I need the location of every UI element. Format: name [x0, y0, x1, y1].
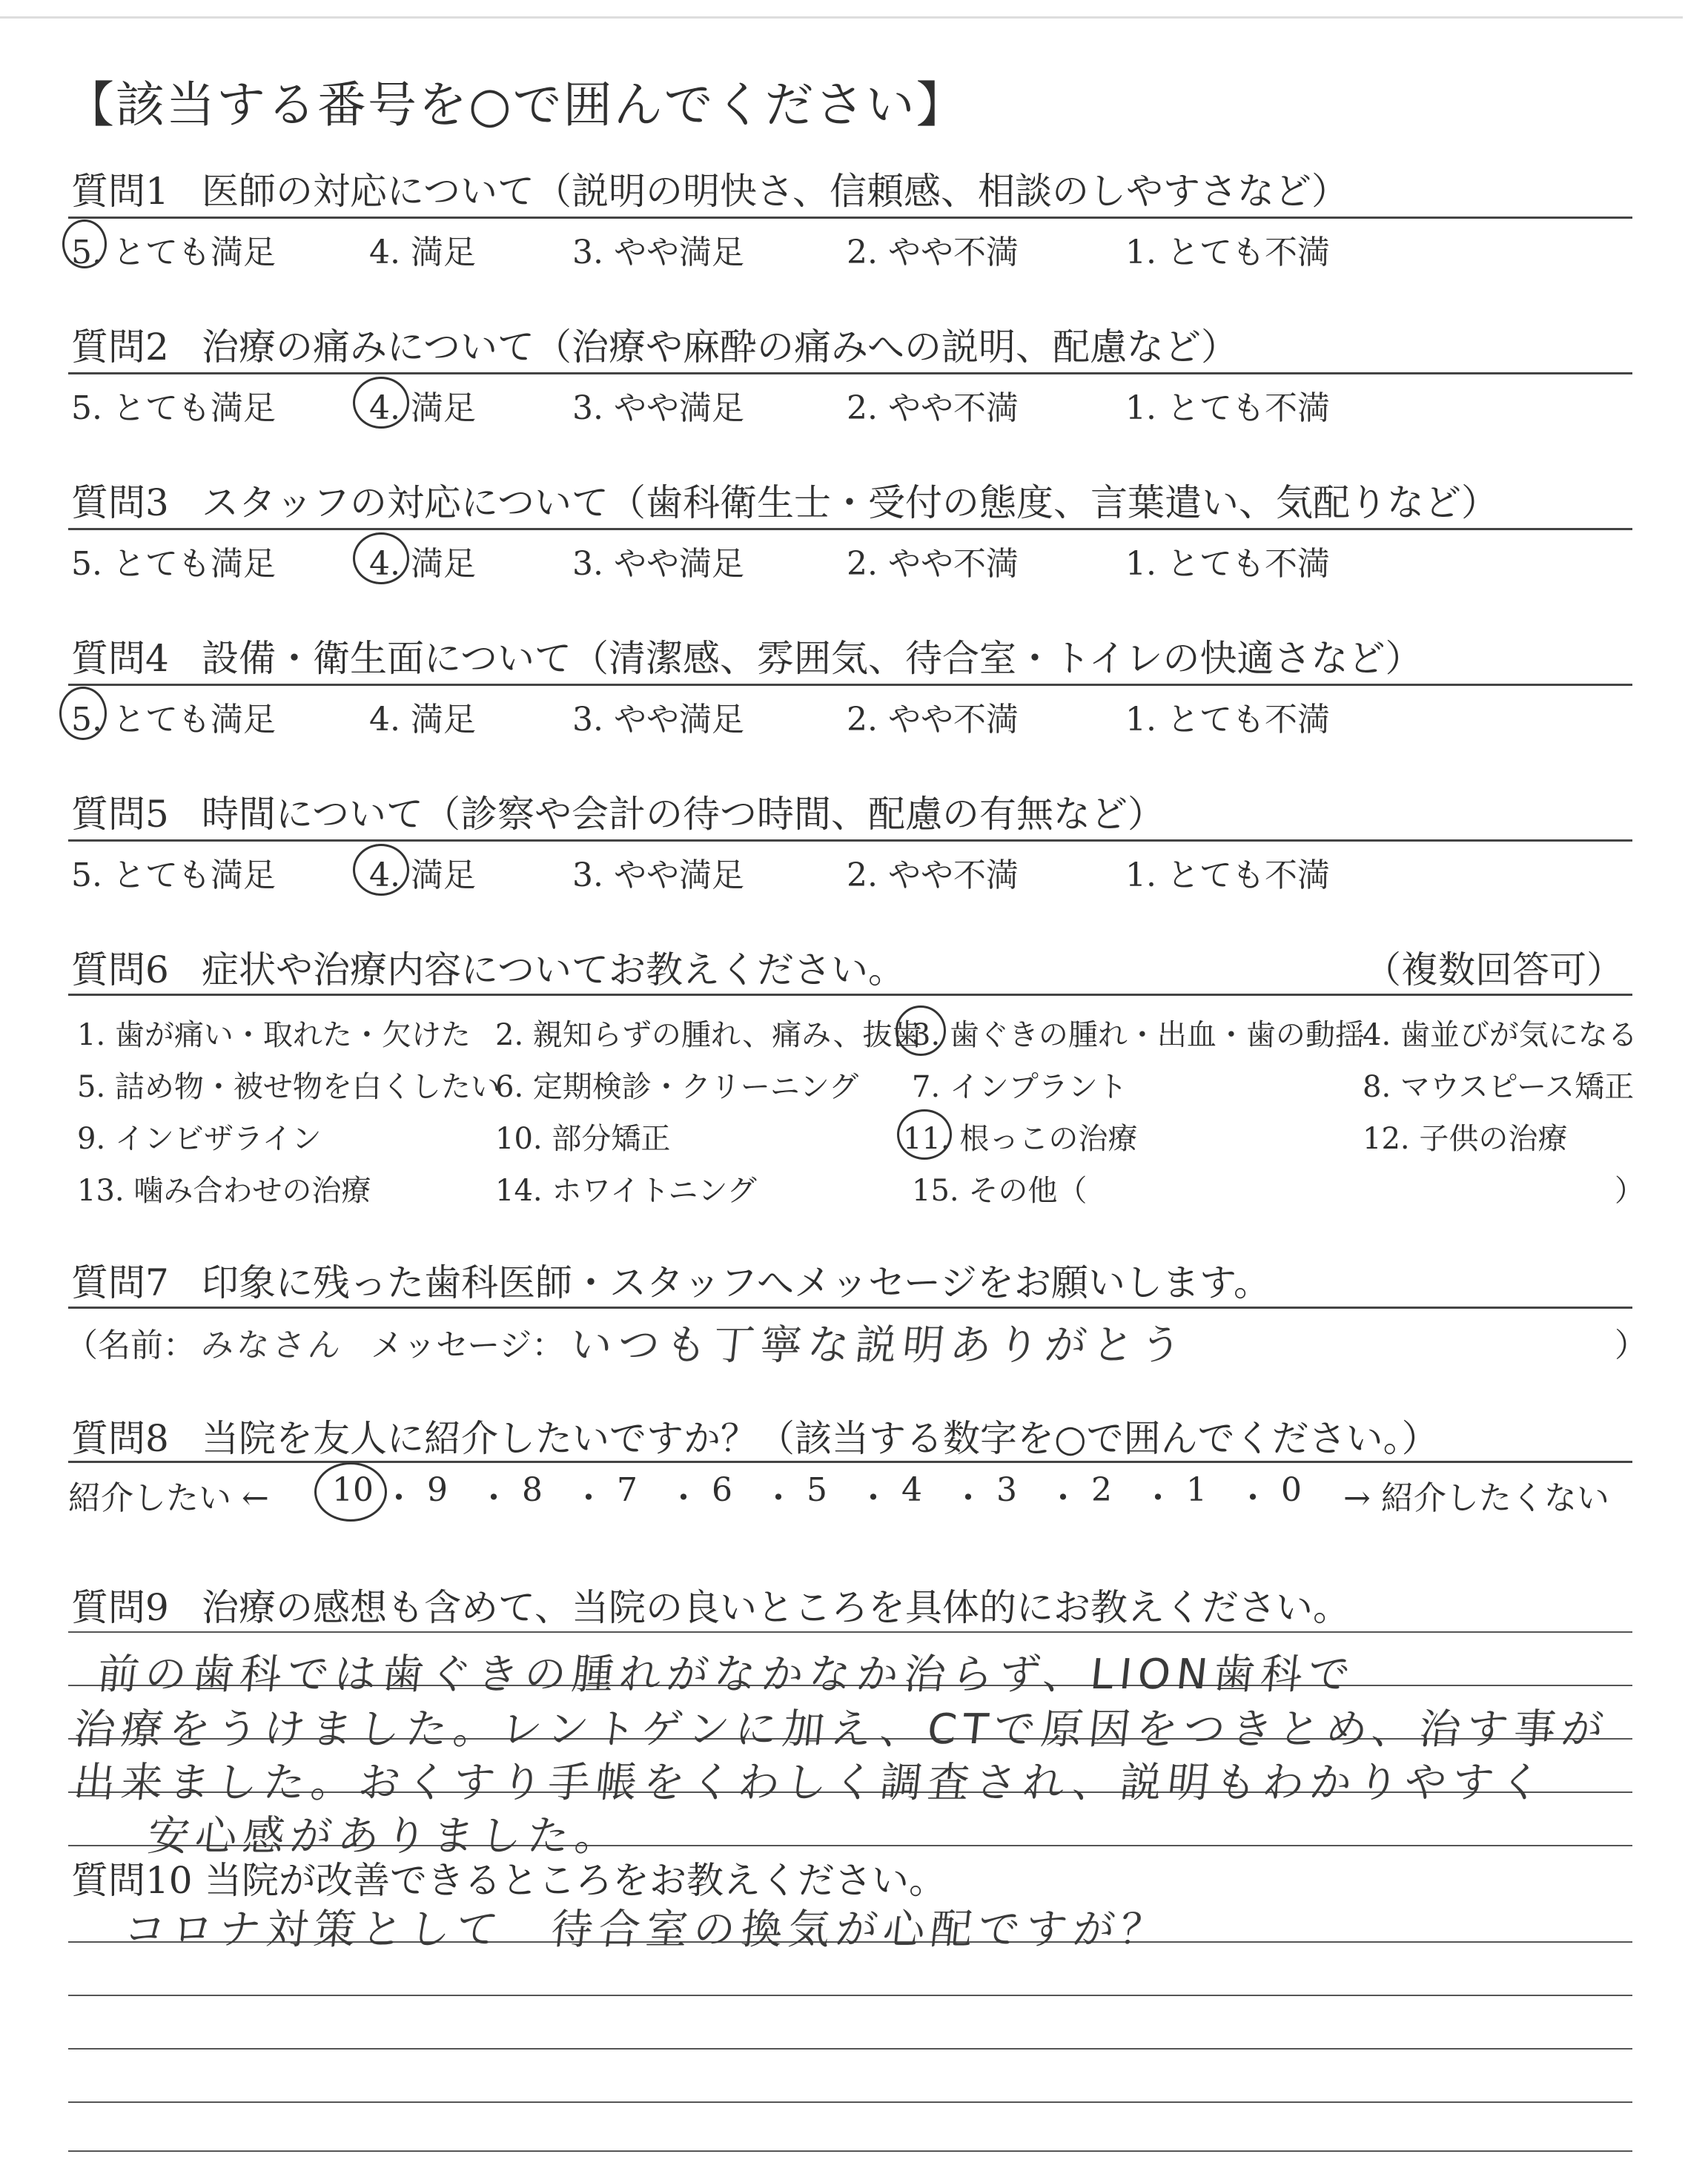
q8-scale-3[interactable]: 3 — [996, 1471, 1017, 1509]
q8-scale-separator: ・ — [1142, 1479, 1174, 1517]
q3-option-2[interactable]: 2. やや不満 — [847, 545, 1019, 583]
q3-text: スタッフの対応について（歯科衛生士・受付の態度、言葉遣い、気配りなど） — [202, 481, 1498, 524]
q5-option-1[interactable]: 1. とても不満 — [1125, 856, 1330, 894]
q1-rule — [68, 217, 1632, 219]
q2-text: 治療の痛みについて（治療や麻酔の痛みへの説明、配慮など） — [202, 326, 1238, 369]
q7-name-label: （名前： — [65, 1327, 196, 1364]
q2-option-3[interactable]: 3. やや満足 — [572, 389, 744, 427]
q1-text: 医師の対応について（説明の明快さ、信頼感、相談のしやすさなど） — [202, 170, 1348, 213]
q8-text: 当院を友人に紹介したいですか？（該当する数字を○で囲んでください。） — [202, 1417, 1439, 1460]
q6-item-4[interactable]: 4. 歯並びが気になる — [1363, 1018, 1638, 1052]
q4-option-5[interactable]: 5. とても満足 — [71, 701, 276, 739]
q8-scale-separator: ・ — [1237, 1479, 1269, 1517]
q5-rule — [68, 839, 1632, 842]
q8-scale-separator: ・ — [1047, 1479, 1079, 1517]
q4-text: 設備・衛生面について（清潔感、雰囲気、待合室・トイレの快適さなど） — [202, 637, 1423, 680]
q2-option-4[interactable]: 4. 満足 — [369, 389, 476, 427]
q3-rule — [68, 528, 1632, 530]
q8-scale-8[interactable]: 8 — [522, 1471, 543, 1509]
q8-scale-0[interactable]: 0 — [1281, 1471, 1302, 1509]
q7-message-label: メッセージ： — [371, 1327, 565, 1364]
q3-option-4[interactable]: 4. 満足 — [369, 545, 476, 583]
q2-option-2[interactable]: 2. やや不満 — [847, 389, 1019, 427]
q6-item-3[interactable]: 3. 歯ぐきの腫れ・出血・歯の動揺 — [912, 1018, 1365, 1052]
q9-rule-1 — [68, 1631, 1632, 1633]
q3-selection-circle — [353, 532, 409, 584]
q6-label: 質問6 — [71, 948, 169, 991]
q4-option-1[interactable]: 1. とても不満 — [1125, 701, 1330, 739]
q9-answer-line-1[interactable]: 前の歯科では歯ぐきの腫れがなかなか治らず、LION歯科で — [95, 1651, 1359, 1699]
q1-option-4[interactable]: 4. 満足 — [369, 234, 476, 271]
q6-note: （複数回答可） — [1364, 948, 1623, 991]
q8-scale-2[interactable]: 2 — [1091, 1471, 1112, 1509]
q1-option-3[interactable]: 3. やや満足 — [572, 234, 744, 271]
q4-option-3[interactable]: 3. やや満足 — [572, 701, 744, 739]
q1-option-1[interactable]: 1. とても不満 — [1125, 234, 1330, 271]
q1-label: 質問1 — [71, 170, 169, 213]
q6-selection-circle-11 — [897, 1109, 952, 1160]
q6-item-6[interactable]: 6. 定期検診・クリーニング — [495, 1070, 859, 1104]
q6-item-5[interactable]: 5. 詰め物・被せ物を白くしたい — [77, 1070, 500, 1104]
page-title: 【該当する番号を○で囲んでください】 — [65, 76, 967, 133]
q1-option-2[interactable]: 2. やや不満 — [847, 234, 1019, 271]
q10-label: 質問10 — [71, 1859, 193, 1902]
q3-option-3[interactable]: 3. やや満足 — [572, 545, 744, 583]
q6-item-8[interactable]: 8. マウスピース矯正 — [1363, 1070, 1635, 1104]
q2-option-5[interactable]: 5. とても満足 — [71, 389, 276, 427]
q6-item-1[interactable]: 1. 歯が痛い・取れた・欠けた — [77, 1018, 471, 1052]
q5-text: 時間について（診察や会計の待つ時間、配慮の有無など） — [202, 793, 1165, 836]
q8-scale-1[interactable]: 1 — [1186, 1471, 1207, 1509]
q8-rule — [68, 1461, 1632, 1463]
q6-item-10[interactable]: 10. 部分矯正 — [495, 1122, 671, 1156]
q8-scale-7[interactable]: 7 — [617, 1471, 638, 1509]
q1-selection-circle — [62, 219, 107, 268]
q8-scale-separator: ・ — [952, 1479, 984, 1517]
q5-selection-circle — [353, 844, 409, 896]
q8-label: 質問8 — [71, 1417, 169, 1460]
q9-answer-line-2[interactable]: 治療をうけました。レントゲンに加え、CTで原因をつきとめ、治す事が — [71, 1705, 1612, 1754]
q4-rule — [68, 684, 1632, 686]
q9-text: 治療の感想も含めて、当院の良いところを具体的にお教えください。 — [202, 1586, 1350, 1629]
q4-selection-circle — [59, 687, 107, 740]
q3-option-5[interactable]: 5. とても満足 — [71, 545, 276, 583]
q3-label: 質問3 — [71, 481, 169, 524]
q7-label: 質問7 — [71, 1261, 169, 1304]
q8-scale-separator: ・ — [857, 1479, 890, 1517]
q7-rule — [68, 1307, 1632, 1309]
q7-name-value[interactable]: みなさん — [199, 1327, 346, 1364]
q7-message-value[interactable]: いつも丁寧な説明ありがとう — [568, 1321, 1190, 1370]
q8-scale-4[interactable]: 4 — [901, 1471, 922, 1509]
scan-edge — [0, 16, 1683, 19]
q6-item-2[interactable]: 2. 親知らずの腫れ、痛み、抜歯 — [495, 1018, 922, 1052]
q10-rule-3 — [68, 2048, 1632, 2050]
q5-option-5[interactable]: 5. とても満足 — [71, 856, 276, 894]
q6-item-14[interactable]: 14. ホワイトニング — [495, 1174, 757, 1208]
q8-scale-separator: ・ — [383, 1479, 415, 1517]
q4-option-2[interactable]: 2. やや不満 — [847, 701, 1019, 739]
q6-item-12[interactable]: 12. 子供の治療 — [1363, 1122, 1568, 1156]
q10-answer-line-1[interactable]: コロナ対策として 待合室の換気が心配ですが？ — [122, 1906, 1171, 1954]
q8-left-label: 紹介したい ← — [68, 1479, 269, 1517]
q6-selection-circle-3 — [896, 1005, 946, 1056]
q6-item-11[interactable]: 11. 根っこの治療 — [903, 1122, 1138, 1156]
q10-rule-5 — [68, 2150, 1632, 2152]
q4-label: 質問4 — [71, 637, 169, 680]
q6-item-15-close: ） — [1615, 1174, 1644, 1208]
q10-rule-4 — [68, 2101, 1632, 2103]
q7-close-paren: ） — [1615, 1327, 1647, 1364]
q6-item-13[interactable]: 13. 噛み合わせの治療 — [77, 1174, 371, 1208]
q10-text: 当院が改善できるところをお教えください。 — [205, 1859, 946, 1902]
q9-answer-line-4[interactable]: 安心感がありました。 — [145, 1812, 625, 1860]
q6-rule — [68, 994, 1632, 996]
q9-label: 質問9 — [71, 1586, 169, 1629]
q2-rule — [68, 372, 1632, 374]
q8-scale-5[interactable]: 5 — [807, 1471, 827, 1509]
q9-answer-line-3[interactable]: 出来ました。おくすり手帳をくわしく調査され、説明もわかりやすく — [71, 1759, 1550, 1807]
q4-option-4[interactable]: 4. 満足 — [369, 701, 476, 739]
q8-scale-6[interactable]: 6 — [712, 1471, 732, 1509]
q6-text: 症状や治療内容についてお教えください。 — [202, 948, 905, 991]
q8-selection-circle — [314, 1462, 387, 1522]
q2-option-1[interactable]: 1. とても不満 — [1125, 389, 1330, 427]
q8-scale-separator: ・ — [572, 1479, 605, 1517]
q8-right-label: → 紹介したくない — [1343, 1479, 1609, 1517]
q6-item-9[interactable]: 9. インビザライン — [77, 1122, 322, 1156]
q5-option-3[interactable]: 3. やや満足 — [572, 856, 744, 894]
q8-scale-9[interactable]: 9 — [427, 1471, 448, 1509]
q7-text: 印象に残った歯科医師・スタッフへメッセージをお願いします。 — [202, 1261, 1271, 1304]
q5-option-4[interactable]: 4. 満足 — [369, 856, 476, 894]
q6-item-7[interactable]: 7. インプラント — [912, 1070, 1128, 1104]
q1-option-5[interactable]: 5. とても満足 — [71, 234, 276, 271]
q3-option-1[interactable]: 1. とても不満 — [1125, 545, 1330, 583]
q5-option-2[interactable]: 2. やや不満 — [847, 856, 1019, 894]
q10-rule-2 — [68, 1995, 1632, 1996]
q8-scale-separator: ・ — [762, 1479, 795, 1517]
q2-selection-circle — [353, 377, 409, 429]
q8-scale-separator: ・ — [477, 1479, 510, 1517]
q8-scale-separator: ・ — [667, 1479, 700, 1517]
q6-item-15[interactable]: 15. その他（ — [912, 1174, 1088, 1208]
q5-label: 質問5 — [71, 793, 169, 836]
q2-label: 質問2 — [71, 326, 169, 369]
q8-scale-10[interactable]: 10 — [332, 1471, 374, 1509]
